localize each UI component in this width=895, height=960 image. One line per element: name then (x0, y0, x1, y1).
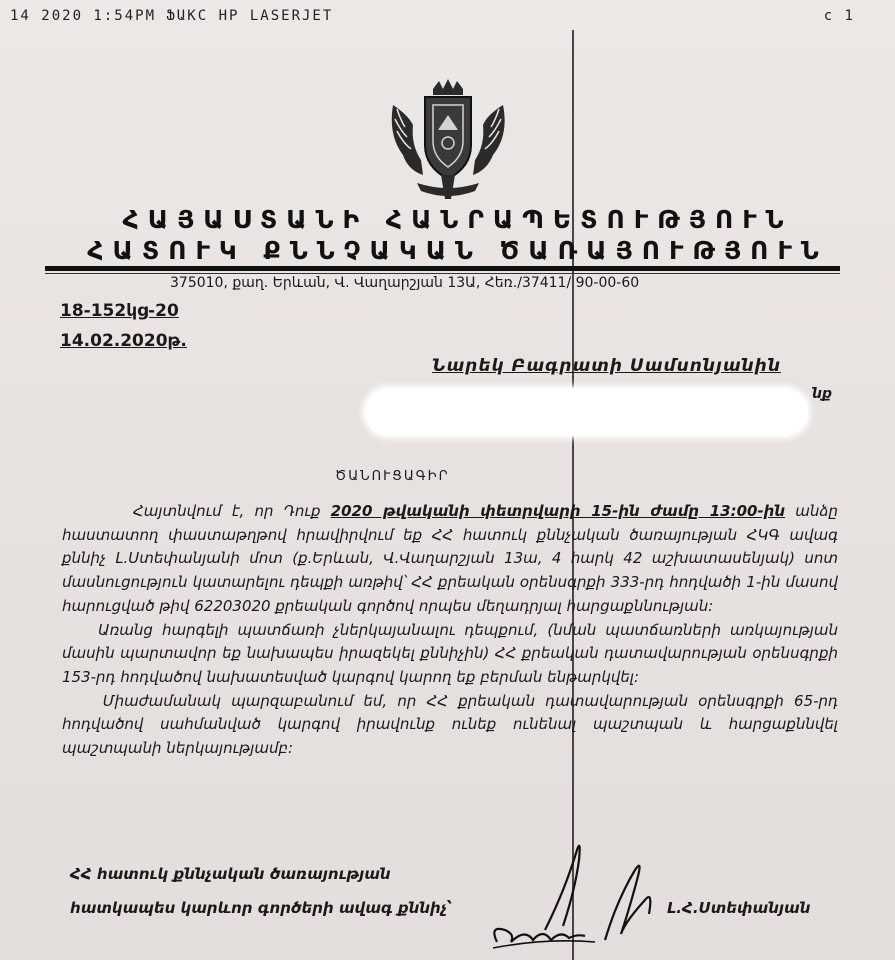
body-paragraph-3 (62, 690, 838, 761)
body-paragraph-2 (62, 619, 838, 690)
body-paragraph-1 (62, 500, 838, 619)
organization-line-2: ՀԱՏՈՒԿ ՔՆՆՉԱԿԱՆ ԾԱՌԱՅՈՒԹՅՈՒՆ (87, 236, 828, 265)
fax-fold-line (572, 30, 574, 960)
recipient-name: Նարեկ Բագրատի Սամսոնյանին (432, 356, 781, 376)
document-title: ԾԱՆՈՒՑԱԳԻՐ (335, 469, 450, 484)
body-p1-appointment: 2020 թվականի փետրվարի 15-ին ժամը 13:00-ին (330, 502, 786, 520)
header-rule-thick (45, 266, 840, 271)
signatory-title: հատկապես կարևոր գործերի ավագ քննիչ՝ (70, 899, 453, 917)
body-p1-intro: Հայտնվում է, որ Դուք (133, 502, 331, 520)
reference-number: 18-152կց-20 (60, 301, 179, 321)
fax-header (10, 8, 855, 24)
organization-address: 375010, քաղ. Երևան, Վ. Վաղարշյան 13Ա, Հեռ./37411/ 90-00-60 (170, 275, 640, 291)
fax-page-number: c 1 (823, 8, 855, 24)
organization-line-1: ՀԱՅԱՍՏԱՆԻ ՀԱՆՐԱՊԵՏՈՒԹՅՈՒՆ (122, 205, 793, 234)
reference-date: 14.02.2020թ. (60, 331, 187, 351)
body-p1-rest: անձը հաստատող փաստաթղթով հրավիրվում եք ՀՀ հատուկ քննչական ծառայության ՀԿԳ ավագ քննիչ Լ.Ստեփանյանի մոտ (ք.Երևան, Վ.Վաղարշյան 13ա, 4 հարկ 42 աշխատասենյակ) սոտ մասնուցություն կատարելու դեպքի առթիվ՝ ՀՀ քրեական օրենսգրքի 333-րդ հոդվածի 1-ին մասով հարուցված թիվ 62203020 քրեական գործով որպես մեղադրյալ հարցաքննության: (62, 502, 838, 615)
body-p2-text: Առանց հարգելի պատճառի չներկայանալու դեպքում, (նման պատճառների առկայության մասին պարտավոր եք նախապես իրազեկել քննիչին) ՀՀ քրեական դատավարության օրենսգրքի 153-րդ հոդվածով նախատեսված կարգով կարող եք բերման ենթարկվել: (62, 620, 838, 686)
body-p3-text: Միաժամանակ պարզաբանում եմ, որ ՀՀ քրեական դատավարության օրենսգրքի 65-րդ հոդվածով սահմանված կարգով իրավունք ունեք ունենալ պաշտպան և հարցաքննվել պաշտպանի ներկայությամբ: (62, 691, 838, 758)
document-body (62, 500, 838, 761)
handwritten-signature-icon (485, 830, 675, 955)
fax-header-timestamp: 14 2020 1:54PM ՖԱКС HP LASERJET (10, 8, 334, 24)
recipient-address-suffix: նք (812, 386, 833, 402)
redacted-address-block (365, 388, 808, 436)
signatory-name: Լ.Հ.Ստեփանյան (667, 899, 811, 917)
header-rule-thin (45, 273, 840, 274)
armenian-coat-of-arms-icon (383, 75, 513, 205)
signatory-organization: ՀՀ հատուկ քննչական ծառայության (70, 865, 391, 883)
